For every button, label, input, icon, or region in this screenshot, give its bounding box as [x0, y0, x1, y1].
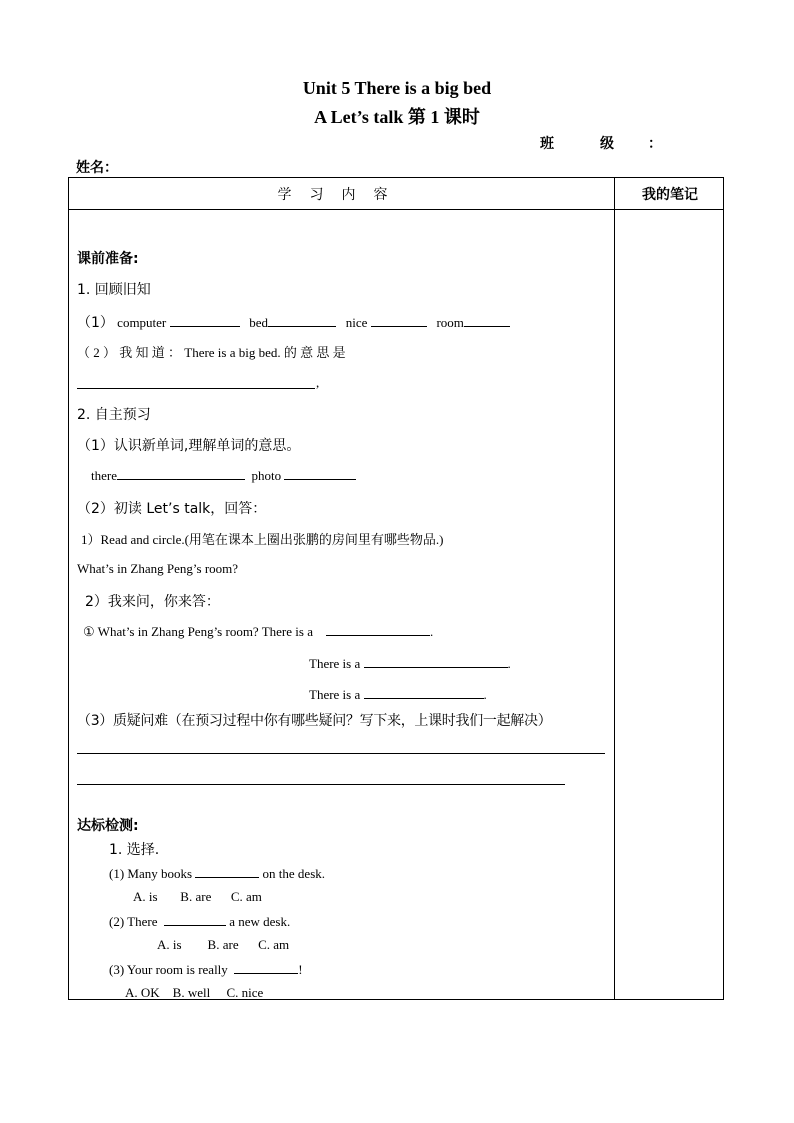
blank-there[interactable] — [117, 467, 245, 480]
qa-row-3: There is a . — [309, 687, 487, 702]
answer-line-meaning[interactable] — [77, 388, 315, 389]
review-q1: （1） computer bed nice room — [77, 312, 510, 332]
preview-p1: （1）认识新单词,理解单词的意思。 — [77, 438, 301, 454]
class-label: 班 级 ： — [540, 136, 662, 152]
question-whats-in-room: What’s in Zhang Peng’s room? — [77, 561, 239, 576]
blank-photo[interactable] — [284, 467, 356, 480]
questions-prompt: （3）质疑问难（在预习过程中你有哪些疑问？写下来，上课时我们一起解决） — [77, 713, 552, 729]
question-line-1[interactable] — [77, 753, 605, 754]
prep-heading: 课前准备: — [77, 251, 139, 267]
name-label: 姓名： — [76, 160, 118, 176]
blank-nice[interactable] — [371, 314, 427, 327]
question-line-2[interactable] — [77, 784, 565, 785]
study-table — [68, 177, 724, 1000]
blank-bed[interactable] — [268, 314, 336, 327]
blank-answer-2[interactable] — [364, 655, 508, 668]
blank-choice-2[interactable] — [164, 913, 226, 926]
review-heading: 1. 回顾旧知 — [77, 282, 151, 298]
qa-row-1: ① What’s in Zhang Peng’s room? There is a . — [83, 624, 434, 639]
blank-answer-1[interactable] — [326, 623, 430, 636]
read-and-circle: 1）Read and circle.(用笔在课本上圈出张鹏的房间里有哪些物品.) — [81, 532, 444, 547]
preview-heading: 2. 自主预习 — [77, 407, 151, 423]
choice-q1: (1) Many books on the desk. — [109, 866, 326, 881]
new-words-row: there photo — [91, 467, 356, 484]
choose-heading: 1. 选择. — [109, 842, 160, 858]
preview-p2: （2）初读 Let’s talk，回答： — [77, 501, 267, 517]
qa-row-2: There is a . — [309, 656, 511, 671]
choice-q3-options: A. OK B. well C. nice — [125, 985, 264, 1000]
choice-q1-options: A. is B. are C. am — [133, 889, 262, 904]
review-q2: （ 2 ） 我 知 道 ： There is a big bed. 的 意 思 是 — [77, 345, 346, 360]
i-ask-you-answer: 2）我来问，你来答： — [85, 594, 220, 610]
notes-column-header: 我的笔记 — [642, 187, 698, 203]
title-line-1: Unit 5 There is a big bed — [302, 78, 492, 98]
blank-computer[interactable] — [170, 314, 240, 327]
check-heading: 达标检测: — [77, 818, 139, 834]
blank-choice-1[interactable] — [195, 865, 259, 878]
choice-q2-options: A. is B. are C. am — [157, 937, 290, 952]
choice-q3: (3) Your room is really ! — [109, 962, 303, 977]
title-line-2: A Let’s talk 第 1 课时 — [314, 107, 480, 127]
blank-room[interactable] — [464, 314, 510, 327]
blank-answer-3[interactable] — [364, 686, 484, 699]
header-divider — [69, 209, 723, 210]
comma: , — [316, 375, 320, 390]
blank-choice-3[interactable] — [234, 961, 298, 974]
choice-q2: (2) There a new desk. — [109, 914, 291, 929]
content-column-header: 学习内容 — [277, 187, 406, 203]
column-divider — [614, 178, 615, 999]
